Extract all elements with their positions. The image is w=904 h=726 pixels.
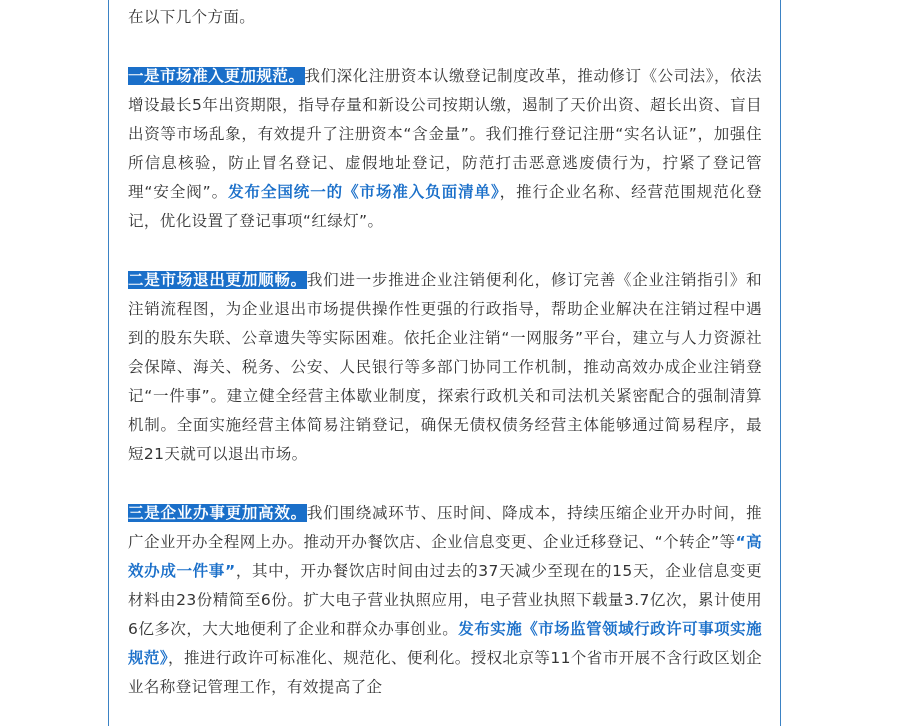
section-3-text-c: ，推进行政许可标准化、规范化、便利化。授权北京等11个省市开展不含行政区划企业名称登记管理工作，有效提高了企 — [128, 649, 762, 696]
section-heading-1: 一是市场准入更加规范。 — [128, 67, 305, 85]
section-2-text: 我们进一步推进企业注销便利化，修订完善《企业注销指引》和注销流程图，为企业退出市场提供操作性更强的行政指导，帮助企业解决在注销过程中遇到的股东失联、公章遗失等实际困难。依托企业注销“一网服务”平台，建立与人力资源社会保障、海关、税务、公安、人民银行等多部门协同工作机制，推动高效办成企业注销登记“一件事”。建立健全经营主体歇业制度，探索行政机关和司法机关紧密配合的强制清算机制。全面实施经营主体简易注销登记，确保无债权债务经营主体能够通过简易程序，最短21天就可以退出市场。 — [128, 271, 762, 463]
section-3-text-b: ，其中，开办餐饮店时间由过去的37天减少至现在的15天，企业信息变更材料由23份精简至6份。扩大电子营业执照应用，电子营业执照下载量3.7亿次，累计使用6亿多次，大大地便利了企业和群众办事创业。 — [128, 562, 762, 638]
section-1-text-b: ，推行企业名称、经营范围规范化登记，优化设置了登记事项“红绿灯”。 — [128, 183, 762, 230]
intro-text — [128, 3, 762, 32]
section-3-text-a: 我们围绕减环节、压时间、降成本，持续压缩企业开办时间，推广企业开办全程网上办。推动开办餐饮店、企业信息变更、企业迁移登记、“个转企”等 — [128, 504, 762, 551]
article-body — [128, 0, 762, 702]
section-1-text-a: 我们深化注册资本认缴登记制度改革，推动修订《公司法》，依法增设最长5年出资期限，指导存量和新设公司按期认缴，遏制了天价出资、超长出资、盲目出资等市场乱象，有效提升了注册资本“含金量”。我们推行登记注册“实名认证”，加强住所信息核验，防止冒名登记、虚假地址登记，防范打击恶意逃废债行为，拧紧了登记管理“安全阀”。 — [128, 67, 763, 201]
section-3-link-permit-spec[interactable]: 发布实施《市场监管领域行政许可事项实施规范》 — [128, 620, 762, 667]
intro-line: 在以下几个方面。 — [128, 8, 256, 26]
section-market-exit — [128, 266, 762, 469]
section-1-link-negative-list[interactable]: 发布全国统一的《市场准入负面清单》 — [228, 183, 500, 201]
section-3-link-one-thing[interactable]: “高效办成一件事” — [128, 533, 762, 580]
section-efficiency — [128, 499, 762, 702]
section-market-entry — [128, 62, 762, 236]
section-heading-3: 三是企业办事更加高效。 — [128, 504, 307, 522]
section-heading-2: 二是市场退出更加顺畅。 — [128, 271, 307, 289]
